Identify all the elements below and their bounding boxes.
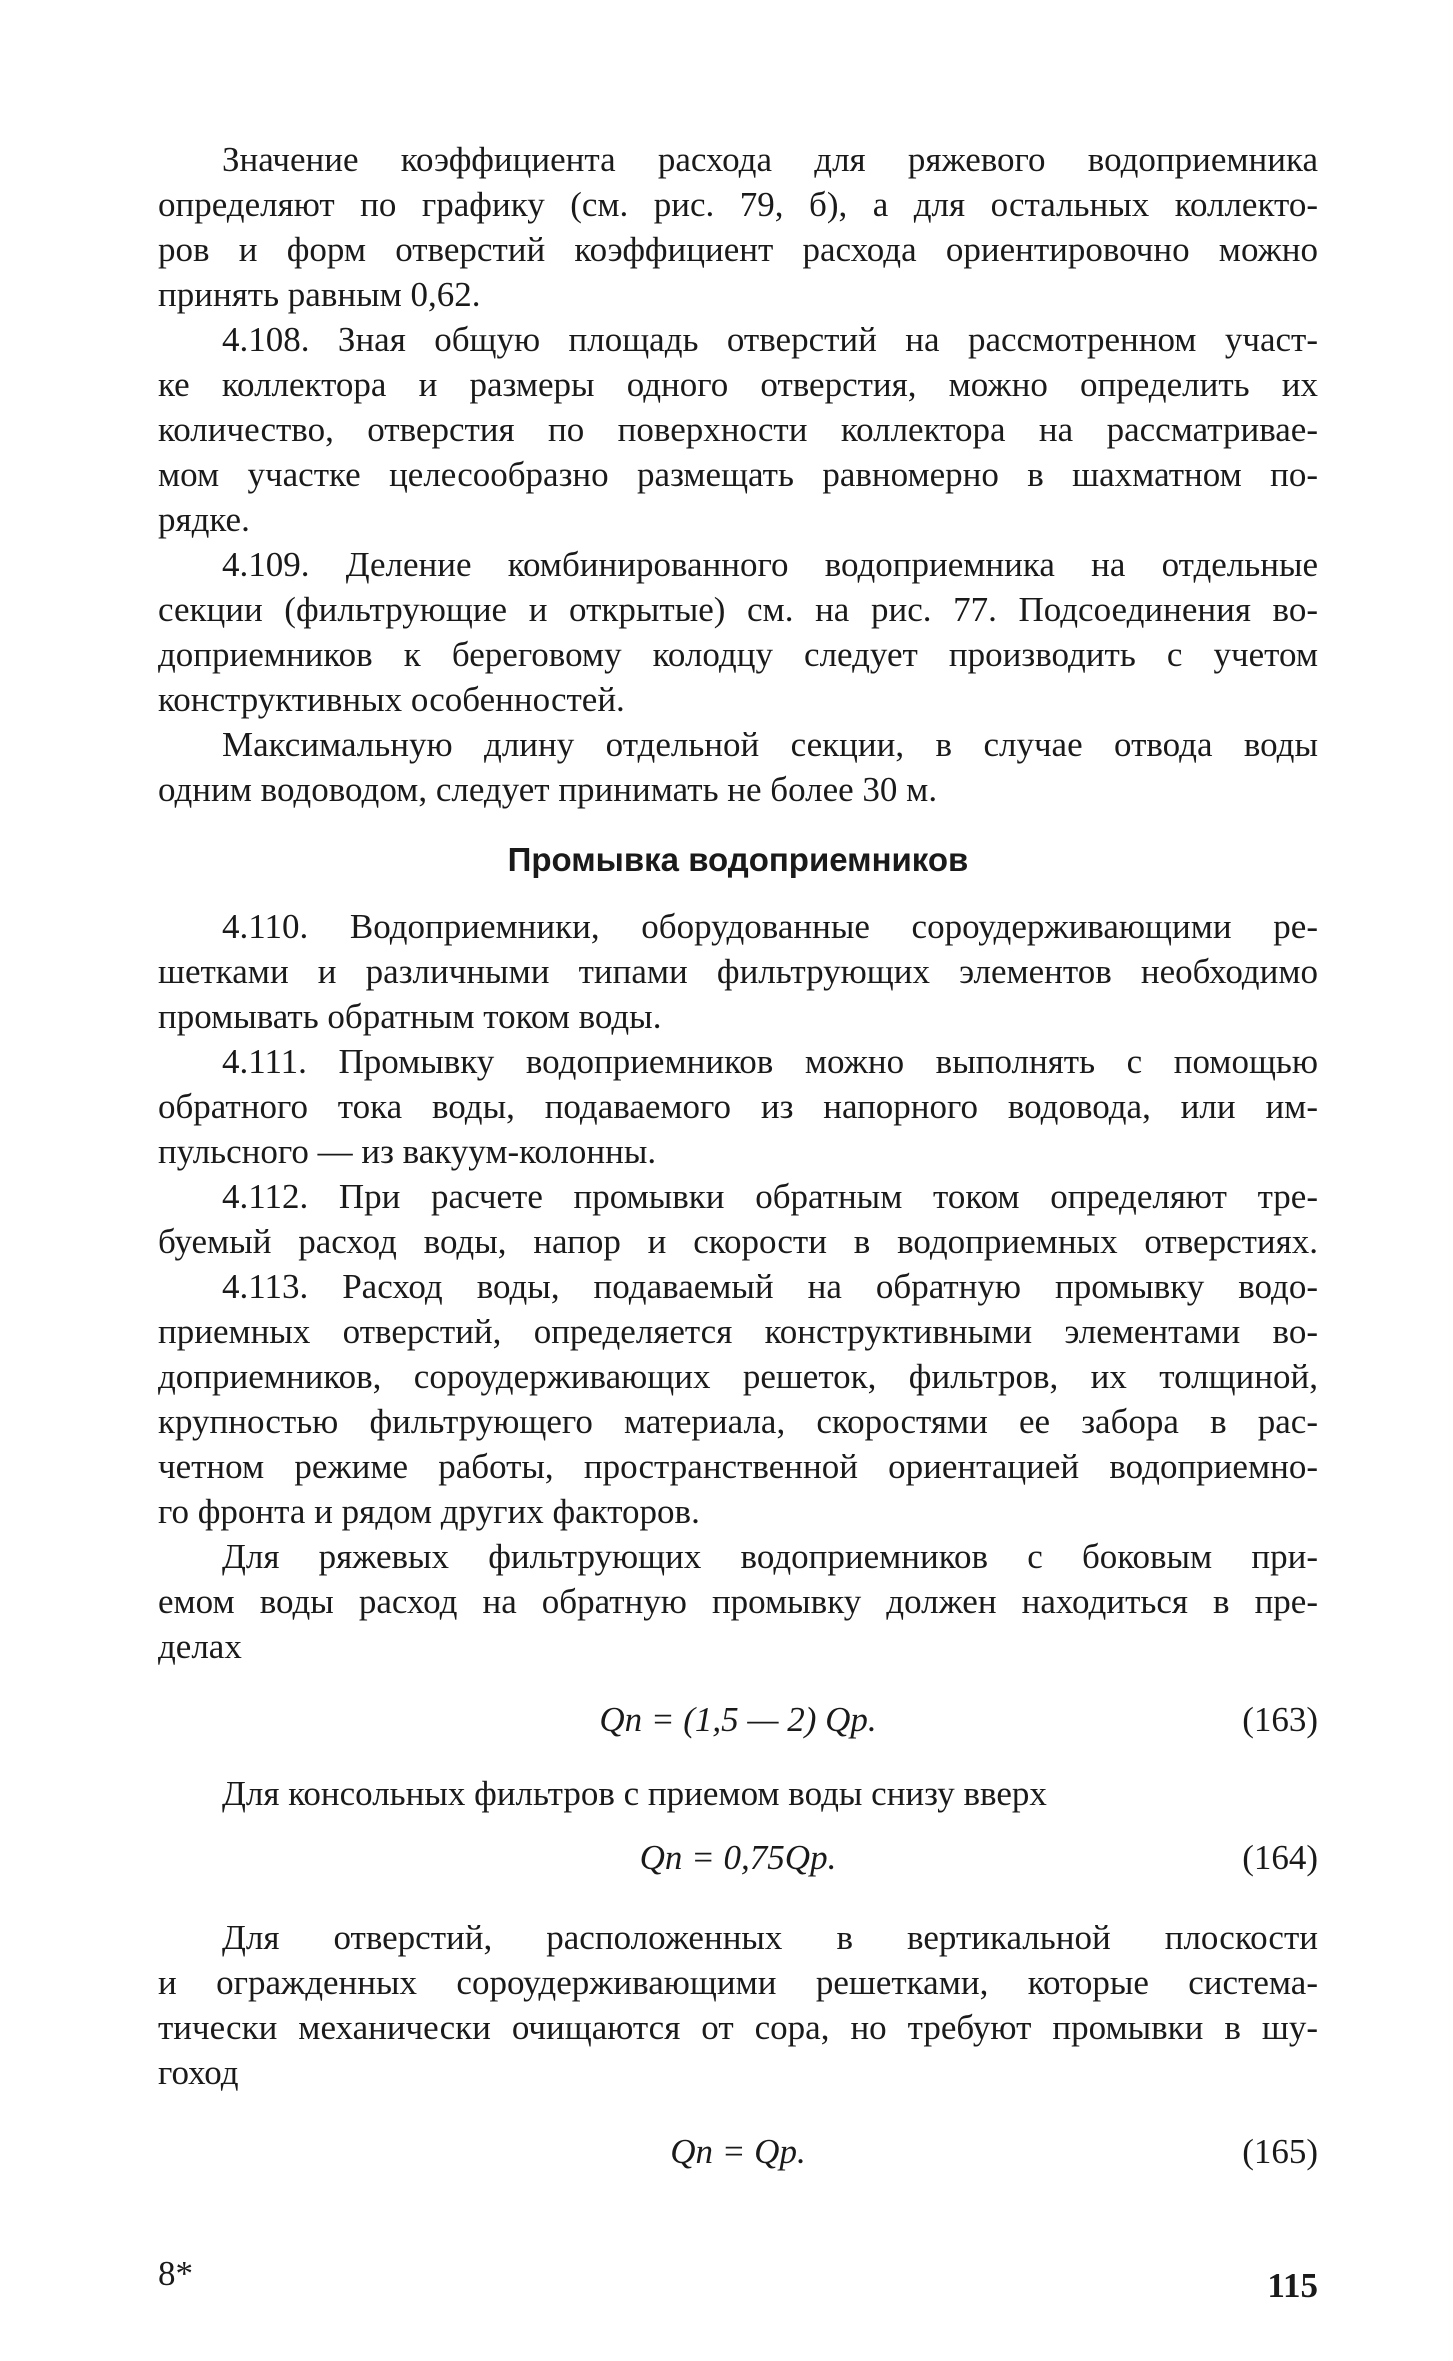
equation-163 [158, 1698, 1318, 1742]
text-line: промывать обратным током воды. [158, 997, 662, 1036]
text-line: Максимальную длину отдельной секции, в случае отвода воды [222, 725, 1318, 764]
text-line: Для консольных фильтров с приемом воды снизу вверх [222, 1774, 1047, 1813]
text-line: 4.112. При расчете промывки обратным током определяют тре- [222, 1177, 1318, 1216]
text-line: Для ряжевых фильтрующих водоприемников с боковым при- [222, 1537, 1318, 1576]
text-line: Для отверстий, расположенных в вертикальной плоскости [222, 1918, 1318, 1957]
text-line: одним водоводом, следует принимать не более 30 м. [158, 770, 938, 809]
text-line: 4.110. Водоприемники, оборудованные сороудерживающими ре- [222, 907, 1318, 946]
text-line: го фронта и рядом других факторов. [158, 1492, 700, 1531]
equation-165 [158, 2130, 1318, 2174]
text-line: мом участке целесообразно размещать равномерно в шахматном по- [158, 455, 1318, 494]
text-line: определяют по графику (см. рис. 79, б), а для остальных коллекто- [158, 185, 1318, 224]
text-line: делах [158, 1627, 242, 1666]
equation-expression: Qn = 0,75Qp. [639, 1838, 837, 1877]
text-line: буемый расход воды, напор и скорости в водоприемных отверстиях. [158, 1222, 1318, 1261]
text-line: емом воды расход на обратную промывку должен находиться в пре- [158, 1582, 1318, 1621]
text-line: 4.109. Деление комбинированного водоприемника на отдельные [222, 545, 1318, 584]
text-line: крупностью фильтрующего материала, скоростями ее забора в рас- [158, 1402, 1318, 1441]
section-heading: Промывка водоприемников [507, 841, 969, 878]
text-line: 4.108. Зная общую площадь отверстий на рассмотренном участ- [222, 320, 1318, 359]
page-number: 115 [1267, 2266, 1318, 2305]
text-line: 4.113. Расход воды, подаваемый на обратную промывку водо- [222, 1267, 1318, 1306]
signature-mark: 8* [158, 2254, 193, 2293]
text-line: приемных отверстий, определяется конструктивными элементами во- [158, 1312, 1318, 1351]
equation-expression: Qn = Qp. [670, 2132, 806, 2171]
text-line: тически механически очищаются от сора, но требуют промывки в шу- [158, 2008, 1318, 2047]
text-line: доприемников, сороудерживающих решеток, фильтров, их толщиной, [158, 1357, 1318, 1396]
equation-number: (165) [1242, 2132, 1318, 2171]
text-line: доприемников к береговому колодцу следует производить с учетом [158, 635, 1318, 674]
text-line: пульсного — из вакуум-колонны. [158, 1132, 657, 1171]
equation-164 [158, 1836, 1318, 1880]
equation-number: (164) [1242, 1838, 1318, 1877]
text-line: Значение коэффициента расхода для ряжевого водоприемника [222, 140, 1318, 179]
text-line: ке коллектора и размеры одного отверстия, можно определить их [158, 365, 1318, 404]
text-line: количество, отверстия по поверхности коллектора на рассматривае- [158, 410, 1318, 449]
text-line: 4.111. Промывку водоприемников можно выполнять с помощью [222, 1042, 1318, 1081]
text-line: конструктивных особенностей. [158, 680, 625, 719]
text-line: принять равным 0,62. [158, 275, 481, 314]
text-line: ров и форм отверстий коэффициент расхода ориентировочно можно [158, 230, 1318, 269]
text-line: рядке. [158, 500, 250, 539]
equation-number: (163) [1242, 1700, 1318, 1739]
text-line: гоход [158, 2053, 239, 2092]
text-line: и огражденных сороудерживающими решетками, которые система- [158, 1963, 1318, 2002]
equation-expression: Qn = (1,5 — 2) Qp. [599, 1700, 877, 1739]
text-line: шетками и различными типами фильтрующих элементов необходимо [158, 952, 1318, 991]
text-line: четном режиме работы, пространственной ориентацией водоприемно- [158, 1447, 1318, 1486]
text-line: секции (фильтрующие и открытые) см. на рис. 77. Подсоединения во- [158, 590, 1318, 629]
text-line: обратного тока воды, подаваемого из напорного водовода, или им- [158, 1087, 1318, 1126]
